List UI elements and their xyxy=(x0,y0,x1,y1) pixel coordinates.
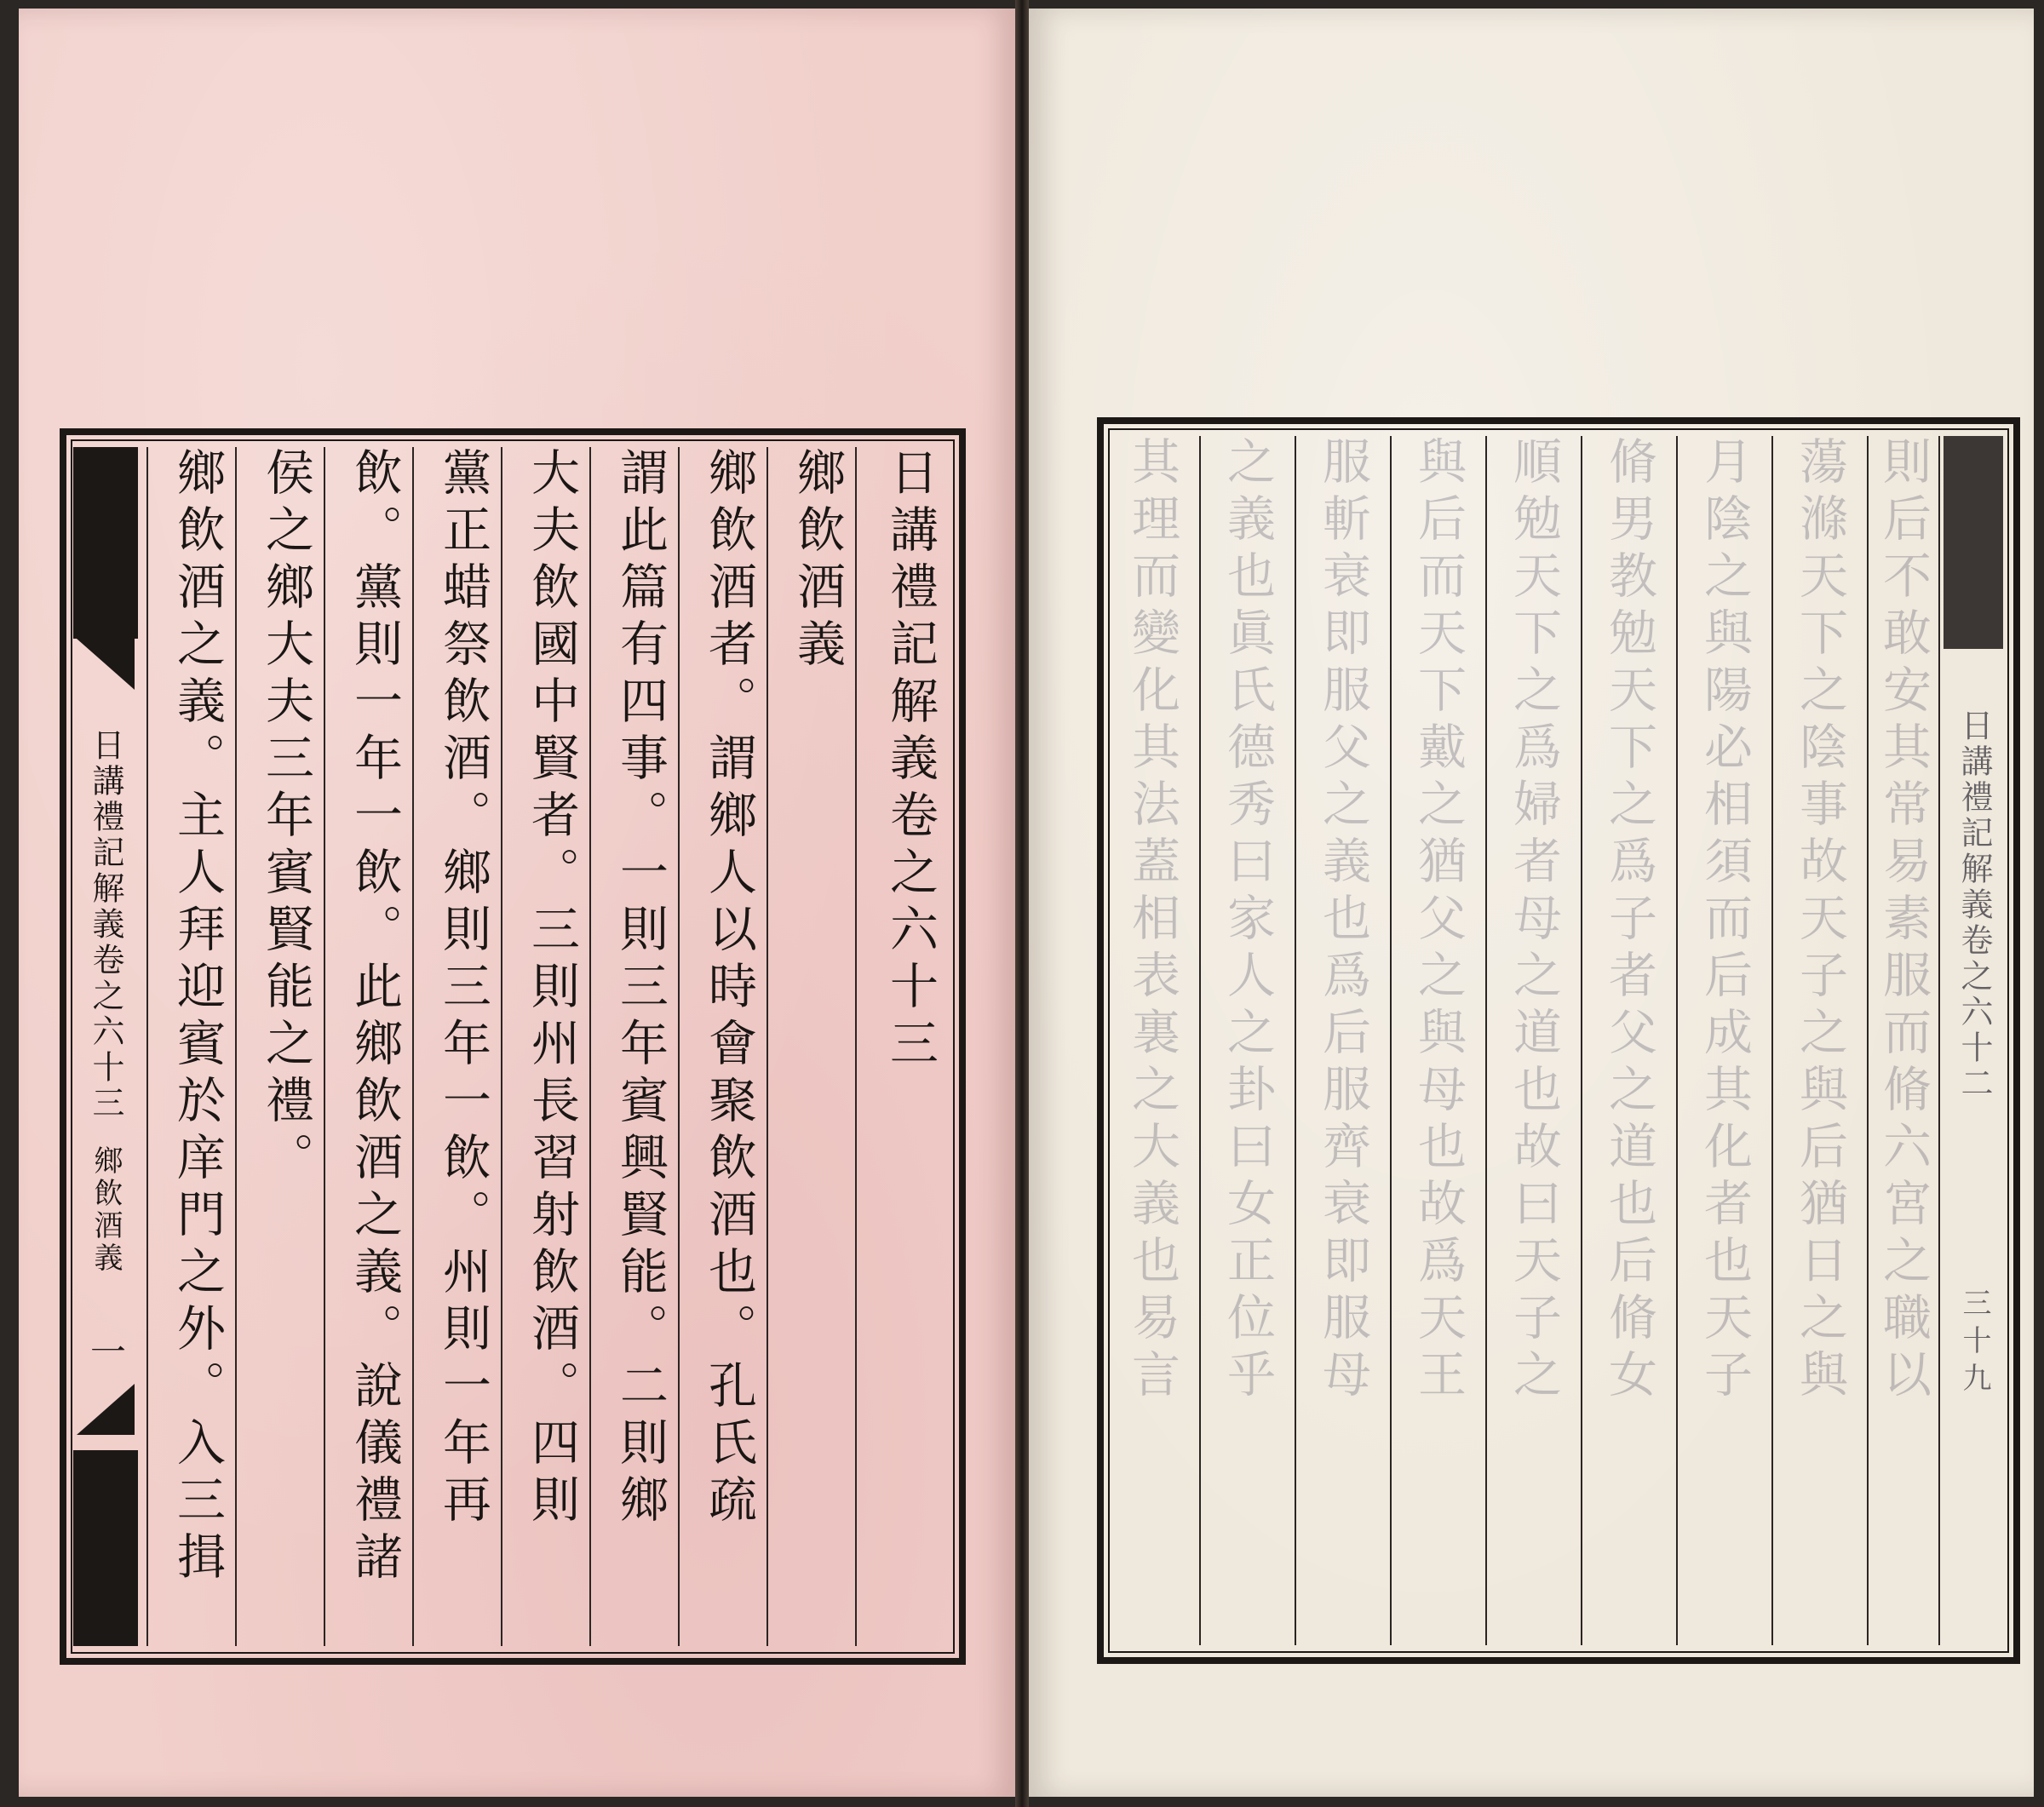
column-rule xyxy=(324,447,325,1646)
text-column: 其理而變化其法蓋相表裏之大義也易言 xyxy=(1123,436,1180,1406)
column-rule xyxy=(235,447,237,1646)
black-fishtail-top xyxy=(1944,436,2003,649)
right-page xyxy=(1029,9,2034,1797)
text-column: 蕩滌天下之陰事故天子之與后猶日之與 xyxy=(1791,436,1848,1406)
fishtail-chevron-top xyxy=(77,639,135,690)
left-banxin-page-number: 一 xyxy=(85,1333,127,1377)
column-rule xyxy=(146,447,148,1646)
column-rule xyxy=(589,447,591,1646)
text-column: 順勉天下之爲婦者母之道也故曰天子之 xyxy=(1505,436,1562,1406)
left-banxin xyxy=(66,447,145,1646)
text-column: 侯之鄉大夫三年賓賢能之禮。 xyxy=(257,447,314,1189)
left-banxin-section: 鄉飲酒義 xyxy=(89,1145,123,1275)
text-column: 黨正蜡祭飲酒。鄉則三年一飲。州則一年再 xyxy=(434,447,491,1531)
text-column: 則后不敢安其常易素服而脩六宮之職以 xyxy=(1875,436,1932,1406)
text-column: 與后而天下戴之猶父之與母也故爲天王 xyxy=(1410,436,1467,1406)
text-column: 大夫飲國中賢者。三則州長習射飲酒。四則 xyxy=(523,447,580,1531)
text-column: 飲。黨則一年一飲。此鄉飲酒之義。說儀禮諸 xyxy=(346,447,403,1588)
text-column: 鄉飲酒之義。主人拜迎賓於庠門之外。入三揖 xyxy=(169,447,226,1588)
book-gutter xyxy=(1015,0,1029,1807)
text-column: 鄉飲酒義 xyxy=(789,447,846,675)
text-column: 鄉飲酒者。謂鄉人以時會聚飲酒也。孔氏疏 xyxy=(700,447,757,1531)
left-page xyxy=(19,9,1015,1797)
column-rule xyxy=(501,447,502,1646)
text-column: 脩男教勉天下之爲子者父之道也后脩女 xyxy=(1600,436,1657,1406)
black-fishtail-bottom xyxy=(73,1450,138,1646)
right-printed-block-showthrough xyxy=(1097,417,2020,1664)
column-rule xyxy=(766,447,768,1646)
left-printed-block xyxy=(60,428,966,1665)
column-rule xyxy=(678,447,680,1646)
text-column: 月陰之與陽必相須而后成其化者也天子 xyxy=(1696,436,1753,1406)
text-column: 之義也眞氏德秀曰家人之卦曰女正位乎 xyxy=(1219,436,1276,1406)
text-column: 日講禮記解義卷之六十三 xyxy=(881,447,939,1075)
black-fishtail-top xyxy=(73,447,138,639)
right-banxin xyxy=(1940,436,2008,1645)
fishtail-chevron-bottom xyxy=(77,1384,135,1435)
column-rule xyxy=(412,447,414,1646)
text-column: 服斬衰即服父之義也爲后服齊衰即服母 xyxy=(1314,436,1371,1406)
right-banxin-page-number: 三十九 xyxy=(1957,1288,1991,1400)
text-column: 謂此篇有四事。一則三年賓興賢能。二則鄉 xyxy=(611,447,669,1531)
left-banxin-title: 日講禮記解義卷之六十三 xyxy=(87,728,124,1121)
column-rule xyxy=(855,447,857,1646)
right-banxin-title: 日講禮記解義卷之六十二 xyxy=(1955,708,1993,1102)
